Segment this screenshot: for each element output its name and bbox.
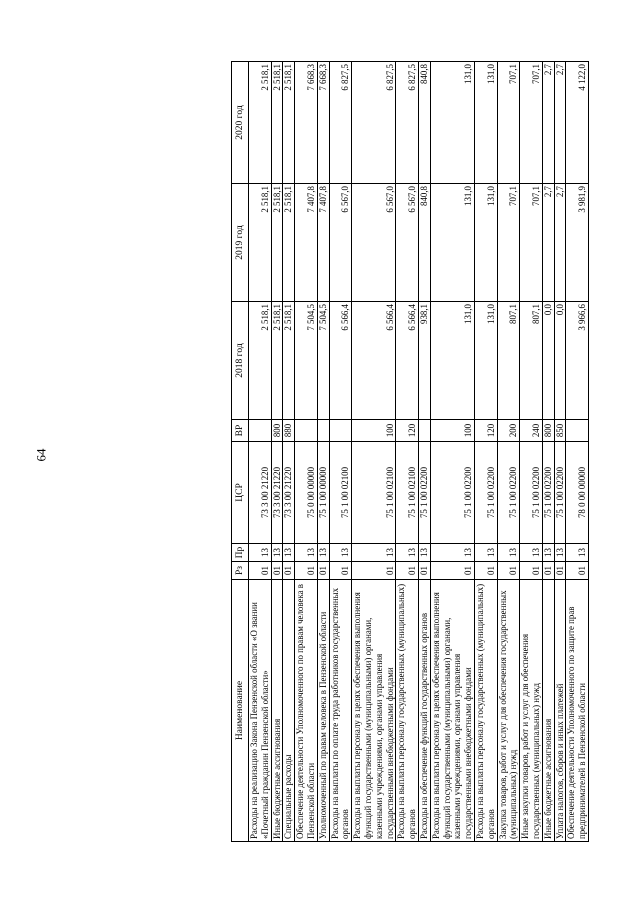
- cell-pr: 13: [542, 544, 554, 562]
- cell-2019: 7 407,8: [295, 184, 318, 302]
- cell-csr: 75 1 00 02200: [542, 442, 554, 544]
- cell-2018: 807,1: [497, 302, 520, 420]
- table-row: [396, 62, 419, 842]
- cell-vr: 100: [430, 420, 474, 442]
- cell-name: Расходы на выплаты по оплате труда работников государственных органов: [329, 580, 352, 842]
- cell-rz: 01: [566, 562, 589, 580]
- cell-vr: [317, 420, 329, 442]
- cell-2019: 131,0: [430, 184, 474, 302]
- cell-2019: 3 981,9: [566, 184, 589, 302]
- cell-csr: 75 0 00 00000: [295, 442, 318, 544]
- cell-name: Специальные расходы: [283, 580, 295, 842]
- cell-name: Закупка товаров, работ и услуг для обеспечения государственных (муниципальных) нужд: [497, 580, 520, 842]
- cell-2019: 6 567,0: [329, 184, 352, 302]
- cell-rz: 01: [474, 562, 497, 580]
- cell-2019: 2,7: [554, 184, 566, 302]
- cell-pr: 13: [418, 544, 430, 562]
- cell-csr: 73 3 00 21220: [283, 442, 295, 544]
- cell-pr: 13: [554, 544, 566, 562]
- cell-2018: 7 504,5: [295, 302, 318, 420]
- cell-vr: 100: [352, 420, 396, 442]
- table-row: [352, 62, 396, 842]
- page-number: 64: [33, 448, 49, 462]
- cell-rz: 01: [418, 562, 430, 580]
- cell-2019: 707,1: [520, 184, 543, 302]
- cell-name: Уплата налогов, сборов и иных платежей: [554, 580, 566, 842]
- cell-2019: 2,7: [542, 184, 554, 302]
- cell-name: Уполномоченный по правам человека в Пензенской области: [317, 580, 329, 842]
- cell-rz: 01: [554, 562, 566, 580]
- cell-2018: 2 518,1: [283, 302, 295, 420]
- cell-2018: 131,0: [430, 302, 474, 420]
- cell-csr: 73 3 00 21220: [271, 442, 283, 544]
- cell-name: Расходы на выплаты персоналу в целях обеспечения выполнения функций государственными (муниципальными) органами, казенными учреждениями, органами управления государственными внебюджетными фондами: [352, 580, 396, 842]
- cell-2019: 840,8: [418, 184, 430, 302]
- cell-2020: 6 827,5: [396, 62, 419, 184]
- cell-2020: 4 122,0: [566, 62, 589, 184]
- cell-name: Иные бюджетные ассигнования: [542, 580, 554, 842]
- cell-name: Обеспечение деятельности Уполномоченного по правам человека в Пензенской области: [295, 580, 318, 842]
- cell-csr: 73 3 00 21220: [249, 442, 272, 544]
- col-header-csr: ЦСР: [232, 442, 249, 544]
- cell-rz: 01: [497, 562, 520, 580]
- table-row: [430, 62, 474, 842]
- table-row: [474, 62, 497, 842]
- cell-2018: 938,1: [418, 302, 430, 420]
- cell-rz: 01: [329, 562, 352, 580]
- cell-pr: 13: [352, 544, 396, 562]
- cell-2019: 7 407,8: [317, 184, 329, 302]
- cell-2020: 2,7: [554, 62, 566, 184]
- cell-rz: 01: [430, 562, 474, 580]
- cell-rz: 01: [542, 562, 554, 580]
- cell-2018: 0,0: [542, 302, 554, 420]
- col-header-2020: 2020 год: [232, 62, 249, 184]
- cell-rz: 01: [520, 562, 543, 580]
- col-header-vr: ВР: [232, 420, 249, 442]
- cell-2018: 7 504,5: [317, 302, 329, 420]
- cell-pr: 13: [283, 544, 295, 562]
- cell-rz: 01: [271, 562, 283, 580]
- cell-2019: 131,0: [474, 184, 497, 302]
- cell-csr: 75 1 00 00000: [317, 442, 329, 544]
- cell-vr: [249, 420, 272, 442]
- cell-2020: 6 827,5: [329, 62, 352, 184]
- cell-name: Обеспечение деятельности Уполномоченного по защите прав предпринимателей в Пензенской области: [566, 580, 589, 842]
- cell-name: Расходы на выплаты персоналу государственных (муниципальных) органов: [396, 580, 419, 842]
- table-row: [295, 62, 318, 842]
- cell-vr: 850: [554, 420, 566, 442]
- cell-name: Расходы на обеспечение функций государственных органов: [418, 580, 430, 842]
- cell-2018: 6 566,4: [329, 302, 352, 420]
- table-row: [329, 62, 352, 842]
- cell-csr: 75 1 00 02200: [554, 442, 566, 544]
- cell-2018: 2 518,1: [271, 302, 283, 420]
- cell-rz: 01: [317, 562, 329, 580]
- cell-2020: 840,8: [418, 62, 430, 184]
- cell-csr: 75 1 00 02200: [474, 442, 497, 544]
- cell-csr: 75 1 00 02100: [396, 442, 419, 544]
- cell-pr: 13: [474, 544, 497, 562]
- budget-table-container: [231, 62, 588, 842]
- cell-vr: [329, 420, 352, 442]
- cell-vr: 120: [474, 420, 497, 442]
- cell-name: Расходы на реализацию Закона Пензенской области «О звании «Почетный гражданин Пензенской области»: [249, 580, 272, 842]
- cell-pr: 13: [295, 544, 318, 562]
- cell-pr: 13: [430, 544, 474, 562]
- table-row: [566, 62, 589, 842]
- cell-2018: 0,0: [554, 302, 566, 420]
- col-header-name: Наименование: [232, 580, 249, 842]
- cell-rz: 01: [283, 562, 295, 580]
- cell-2019: 2 518,1: [249, 184, 272, 302]
- cell-pr: 13: [317, 544, 329, 562]
- cell-vr: [295, 420, 318, 442]
- cell-2020: 2 518,1: [249, 62, 272, 184]
- cell-rz: 01: [249, 562, 272, 580]
- cell-2018: 6 566,4: [352, 302, 396, 420]
- col-header-2019: 2019 год: [232, 184, 249, 302]
- cell-2020: 6 827,5: [352, 62, 396, 184]
- cell-name: Иные бюджетные ассигнования: [271, 580, 283, 842]
- cell-csr: 75 1 00 02200: [497, 442, 520, 544]
- cell-2018: 2 518,1: [249, 302, 272, 420]
- cell-csr: 75 1 00 02200: [430, 442, 474, 544]
- table-row: [249, 62, 272, 842]
- cell-vr: 120: [396, 420, 419, 442]
- col-header-2018: 2018 год: [232, 302, 249, 420]
- cell-2020: 131,0: [430, 62, 474, 184]
- cell-2019: 2 518,1: [283, 184, 295, 302]
- cell-csr: 75 1 00 02200: [418, 442, 430, 544]
- cell-2018: 3 966,6: [566, 302, 589, 420]
- cell-2020: 2 518,1: [271, 62, 283, 184]
- cell-csr: 75 1 00 02200: [520, 442, 543, 544]
- cell-2020: 131,0: [474, 62, 497, 184]
- cell-2018: 807,1: [520, 302, 543, 420]
- cell-pr: 13: [520, 544, 543, 562]
- budget-table: [231, 61, 589, 842]
- cell-name: Расходы на выплаты персоналу государственных (муниципальных) органов: [474, 580, 497, 842]
- cell-2018: 6 566,4: [396, 302, 419, 420]
- cell-2020: 7 668,3: [317, 62, 329, 184]
- table-row: [542, 62, 554, 842]
- cell-vr: 200: [497, 420, 520, 442]
- cell-2019: 6 567,0: [396, 184, 419, 302]
- table-row: [554, 62, 566, 842]
- table-row: [418, 62, 430, 842]
- cell-rz: 01: [295, 562, 318, 580]
- table-row: [497, 62, 520, 842]
- table-row: [317, 62, 329, 842]
- cell-vr: [566, 420, 589, 442]
- cell-pr: 13: [249, 544, 272, 562]
- cell-vr: 800: [271, 420, 283, 442]
- cell-name: Иные закупки товаров, работ и услуг для обеспечения государственных (муниципальных) нужд: [520, 580, 543, 842]
- cell-2018: 131,0: [474, 302, 497, 420]
- cell-vr: 240: [520, 420, 543, 442]
- cell-pr: 13: [329, 544, 352, 562]
- cell-pr: 13: [497, 544, 520, 562]
- cell-vr: 800: [542, 420, 554, 442]
- table-header-row: [232, 62, 249, 842]
- cell-2019: 6 567,0: [352, 184, 396, 302]
- table-row: [520, 62, 543, 842]
- cell-name: Расходы на выплаты персоналу в целях обеспечения выполнения функций государственными (муниципальными) органами, казенными учреждениями, органами управления государственными внебюджетными фондами: [430, 580, 474, 842]
- col-header-rz: Рз: [232, 562, 249, 580]
- cell-2020: 707,1: [497, 62, 520, 184]
- col-header-pr: Пр: [232, 544, 249, 562]
- cell-vr: 880: [283, 420, 295, 442]
- table-body: [249, 62, 589, 842]
- cell-2019: 707,1: [497, 184, 520, 302]
- table-row: [283, 62, 295, 842]
- cell-2020: 707,1: [520, 62, 543, 184]
- cell-2020: 7 668,3: [295, 62, 318, 184]
- cell-pr: 13: [271, 544, 283, 562]
- cell-csr: 75 1 00 02100: [329, 442, 352, 544]
- cell-csr: 78 0 00 00000: [566, 442, 589, 544]
- cell-vr: [418, 420, 430, 442]
- cell-2019: 2 518,1: [271, 184, 283, 302]
- cell-pr: 13: [396, 544, 419, 562]
- cell-rz: 01: [352, 562, 396, 580]
- cell-2020: 2 518,1: [283, 62, 295, 184]
- table-row: [271, 62, 283, 842]
- cell-pr: 13: [566, 544, 589, 562]
- cell-rz: 01: [396, 562, 419, 580]
- cell-2020: 2,7: [542, 62, 554, 184]
- cell-csr: 75 1 00 02100: [352, 442, 396, 544]
